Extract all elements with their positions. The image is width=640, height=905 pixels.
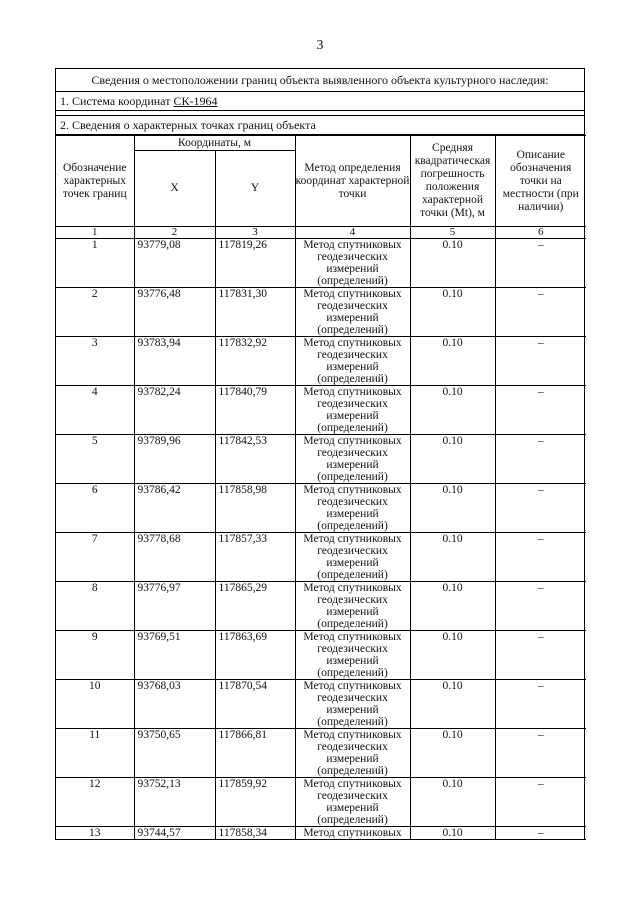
description-value: – bbox=[495, 827, 586, 840]
error-value: 0.10 bbox=[410, 484, 495, 533]
method-text: Метод спутниковых геодезических измерений (определений) bbox=[295, 239, 410, 288]
point-number: 8 bbox=[56, 582, 134, 631]
method-text: Метод спутниковых геодезических измерений (определений) bbox=[295, 386, 410, 435]
description-value: – bbox=[495, 484, 586, 533]
point-number: 5 bbox=[56, 435, 134, 484]
point-number: 11 bbox=[56, 729, 134, 778]
table-row bbox=[56, 631, 586, 680]
error-value: 0.10 bbox=[410, 729, 495, 778]
coordinate-x: 93782,24 bbox=[134, 386, 215, 435]
coordinate-y: 117832,92 bbox=[215, 337, 295, 386]
method-text: Метод спутниковых геодезических измерений (определений) bbox=[295, 288, 410, 337]
method-text: Метод спутниковых геодезических измерений (определений) bbox=[295, 435, 410, 484]
method-text: Метод спутниковых геодезических измерений (определений) bbox=[295, 337, 410, 386]
header-coordinates: Координаты, м bbox=[134, 136, 295, 151]
description-value: – bbox=[495, 386, 586, 435]
description-value: – bbox=[495, 680, 586, 729]
table-row bbox=[56, 337, 586, 386]
coordinate-x: 93783,94 bbox=[134, 337, 215, 386]
point-number: 10 bbox=[56, 680, 134, 729]
points-table bbox=[56, 135, 586, 840]
header-method: Метод определения координат характерной точки bbox=[295, 136, 410, 227]
points-heading: 2. Сведения о характерных точках границ объекта bbox=[56, 116, 584, 135]
description-value: – bbox=[495, 729, 586, 778]
error-value: 0.10 bbox=[410, 386, 495, 435]
page-number: 3 bbox=[316, 38, 324, 53]
error-value: 0.10 bbox=[410, 827, 495, 840]
column-number: 1 bbox=[56, 227, 134, 239]
error-value: 0.10 bbox=[410, 239, 495, 288]
point-number: 1 bbox=[56, 239, 134, 288]
table-row bbox=[56, 484, 586, 533]
point-number: 12 bbox=[56, 778, 134, 827]
table-row bbox=[56, 729, 586, 778]
coordinate-y: 117840,79 bbox=[215, 386, 295, 435]
coordinate-system-line bbox=[56, 92, 584, 111]
description-value: – bbox=[495, 435, 586, 484]
coordinate-x: 93744,57 bbox=[134, 827, 215, 840]
document-table-frame bbox=[55, 68, 585, 840]
coordinate-x: 93769,51 bbox=[134, 631, 215, 680]
coordinate-y: 117858,34 bbox=[215, 827, 295, 840]
description-value: – bbox=[495, 337, 586, 386]
column-number: 3 bbox=[215, 227, 295, 239]
error-value: 0.10 bbox=[410, 533, 495, 582]
coordinate-x: 93752,13 bbox=[134, 778, 215, 827]
coordinate-y: 117866,81 bbox=[215, 729, 295, 778]
error-value: 0.10 bbox=[410, 288, 495, 337]
header-x: X bbox=[134, 151, 215, 227]
points-table-body bbox=[56, 239, 586, 840]
coordinate-x: 93776,48 bbox=[134, 288, 215, 337]
point-number: 6 bbox=[56, 484, 134, 533]
method-text: Метод спутниковых геодезических измерений (определений) bbox=[295, 631, 410, 680]
method-text: Метод спутниковых геодезических измерений (определений) bbox=[295, 729, 410, 778]
column-number: 5 bbox=[410, 227, 495, 239]
coordinate-system-name: СК-1964 bbox=[173, 94, 218, 108]
point-number: 2 bbox=[56, 288, 134, 337]
coordinate-y: 117857,33 bbox=[215, 533, 295, 582]
coordinate-x: 93768,03 bbox=[134, 680, 215, 729]
column-number: 4 bbox=[295, 227, 410, 239]
method-text: Метод спутниковых геодезических измерений (определений) bbox=[295, 778, 410, 827]
coordinate-y: 117865,29 bbox=[215, 582, 295, 631]
point-number: 4 bbox=[56, 386, 134, 435]
header-error: Средняя квадратическая погрешность положения характерной точки (Mt), м bbox=[410, 136, 495, 227]
method-text: Метод спутниковых геодезических измерений (определений) bbox=[295, 582, 410, 631]
method-text: Метод спутниковых bbox=[295, 827, 410, 840]
column-number-row bbox=[56, 227, 586, 239]
coordinate-x: 93778,68 bbox=[134, 533, 215, 582]
coordinate-system-prefix: 1. Система координат bbox=[60, 94, 174, 108]
header-description: Описание обозначения точки на местности (при наличии) bbox=[495, 136, 586, 227]
coordinate-y: 117858,98 bbox=[215, 484, 295, 533]
description-value: – bbox=[495, 778, 586, 827]
table-row bbox=[56, 778, 586, 827]
point-number: 3 bbox=[56, 337, 134, 386]
error-value: 0.10 bbox=[410, 337, 495, 386]
coordinate-x: 93776,97 bbox=[134, 582, 215, 631]
error-value: 0.10 bbox=[410, 435, 495, 484]
coordinate-y: 117870,54 bbox=[215, 680, 295, 729]
header-designation: Обозначение характерных точек границ bbox=[56, 136, 134, 227]
table-row bbox=[56, 582, 586, 631]
method-text: Метод спутниковых геодезических измерений (определений) bbox=[295, 680, 410, 729]
coordinate-x: 93786,42 bbox=[134, 484, 215, 533]
description-value: – bbox=[495, 288, 586, 337]
coordinate-y: 117819,26 bbox=[215, 239, 295, 288]
description-value: – bbox=[495, 239, 586, 288]
document-title: Сведения о местоположении границ объекта выявленного объекта культурного наследия: bbox=[56, 69, 584, 92]
coordinate-x: 93789,96 bbox=[134, 435, 215, 484]
table-row bbox=[56, 386, 586, 435]
table-row bbox=[56, 827, 586, 840]
point-number: 7 bbox=[56, 533, 134, 582]
table-row bbox=[56, 680, 586, 729]
error-value: 0.10 bbox=[410, 680, 495, 729]
table-row bbox=[56, 239, 586, 288]
error-value: 0.10 bbox=[410, 778, 495, 827]
description-value: – bbox=[495, 631, 586, 680]
coordinate-y: 117842,53 bbox=[215, 435, 295, 484]
table-row bbox=[56, 288, 586, 337]
coordinate-y: 117831,30 bbox=[215, 288, 295, 337]
error-value: 0.10 bbox=[410, 631, 495, 680]
coordinate-x: 93779,08 bbox=[134, 239, 215, 288]
table-row bbox=[56, 533, 586, 582]
error-value: 0.10 bbox=[410, 582, 495, 631]
table-row bbox=[56, 435, 586, 484]
column-number: 2 bbox=[134, 227, 215, 239]
header-y: Y bbox=[215, 151, 295, 227]
coordinate-y: 117863,69 bbox=[215, 631, 295, 680]
point-number: 13 bbox=[56, 827, 134, 840]
coordinate-x: 93750,65 bbox=[134, 729, 215, 778]
description-value: – bbox=[495, 533, 586, 582]
point-number: 9 bbox=[56, 631, 134, 680]
column-number: 6 bbox=[495, 227, 586, 239]
method-text: Метод спутниковых геодезических измерений (определений) bbox=[295, 533, 410, 582]
description-value: – bbox=[495, 582, 586, 631]
method-text: Метод спутниковых геодезических измерений (определений) bbox=[295, 484, 410, 533]
coordinate-y: 117859,92 bbox=[215, 778, 295, 827]
